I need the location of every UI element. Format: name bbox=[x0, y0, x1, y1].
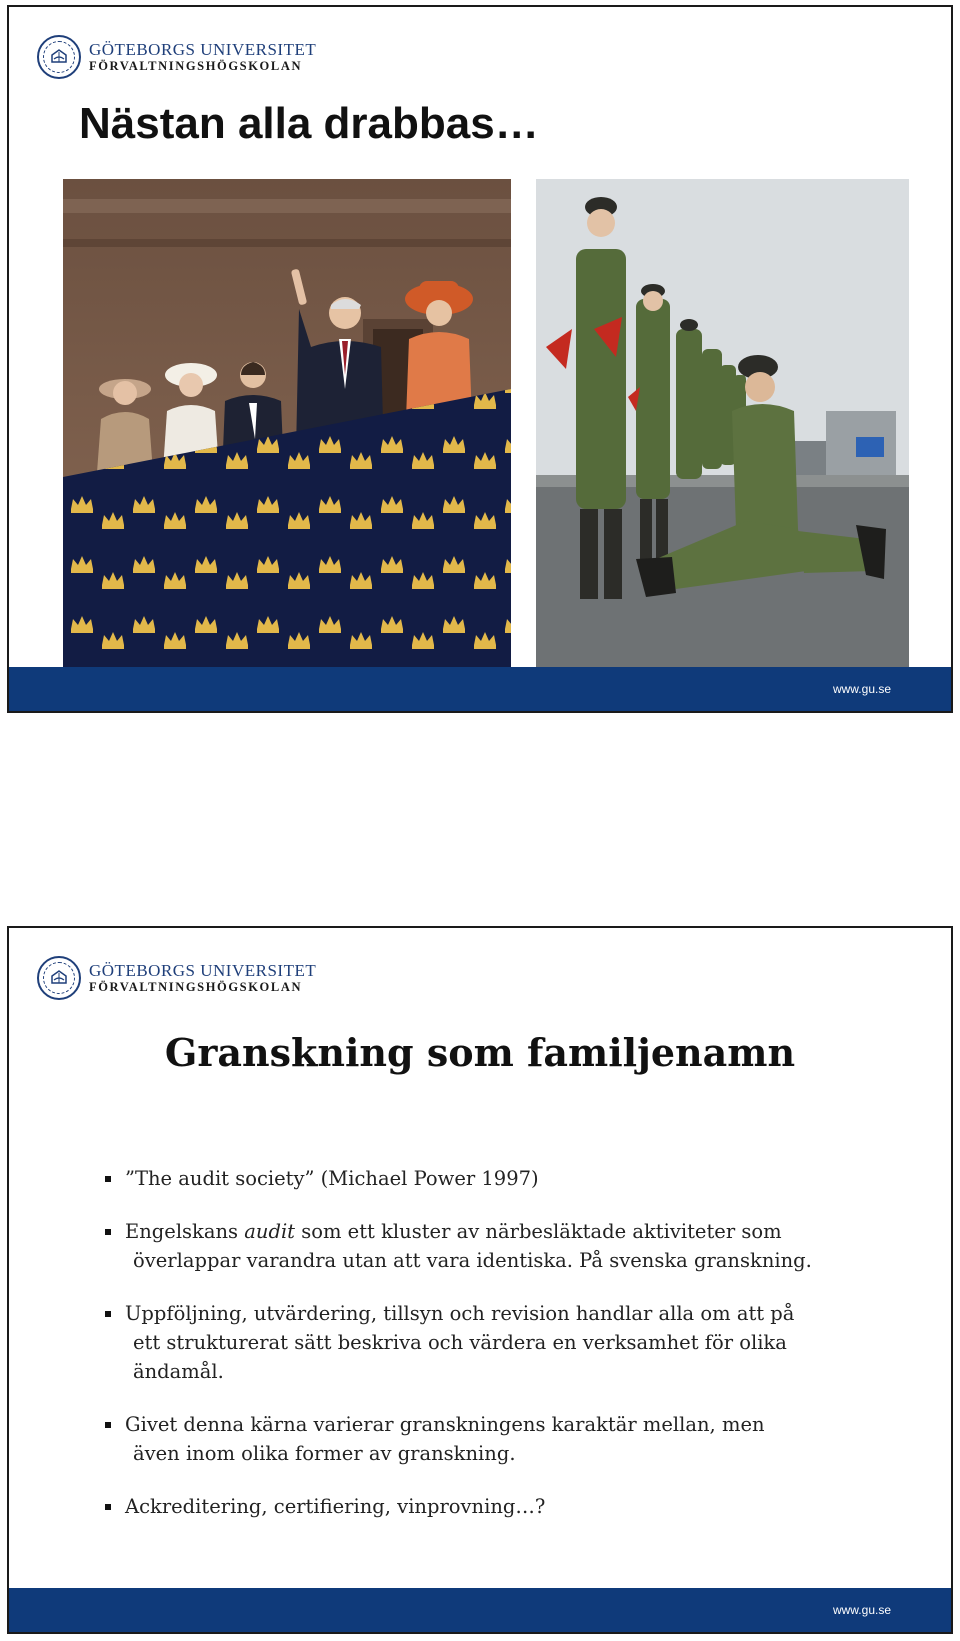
school-name: FÖRVALTNINGSHÖGSKOLAN bbox=[89, 980, 303, 995]
footer-bar bbox=[9, 1588, 951, 1632]
footer-bar bbox=[9, 667, 951, 711]
university-name: GÖTEBORGS UNIVERSITET bbox=[89, 960, 317, 980]
bullet-item bbox=[105, 1410, 865, 1468]
slide-title: Nästan alla drabbas… bbox=[79, 99, 539, 148]
bullet-continuation: ett strukturerat sätt beskriva och värdera en verksamhet för olika bbox=[133, 1331, 787, 1354]
university-seal-icon bbox=[37, 956, 81, 1000]
bullet-continuation: överlappar varandra utan att vara identiska. På svenska granskning. bbox=[133, 1249, 812, 1272]
bullet-emphasis: audit bbox=[244, 1220, 296, 1243]
slide-1 bbox=[7, 5, 953, 713]
footer-url[interactable]: www.gu.se bbox=[832, 682, 891, 696]
bullet-list bbox=[105, 1164, 865, 1545]
bullet-continuation: även inom olika former av granskning. bbox=[133, 1442, 516, 1465]
slide-2 bbox=[7, 926, 953, 1634]
university-name: GÖTEBORGS UNIVERSITET bbox=[89, 39, 317, 59]
bullet-text: Ackreditering, certifiering, vinprovning…? bbox=[125, 1495, 546, 1518]
bullet-text: som ett kluster av närbesläktade aktiviteter som bbox=[295, 1220, 782, 1243]
bullet-text: Engelskans bbox=[125, 1220, 245, 1243]
bullet-text: Givet denna kärna varierar granskningens karaktär mellan, men bbox=[125, 1413, 765, 1436]
slide-title: Granskning som familjenamn bbox=[164, 1030, 796, 1075]
bullet-item bbox=[105, 1492, 865, 1521]
university-header bbox=[37, 956, 316, 1000]
university-seal-icon bbox=[37, 35, 81, 79]
royal-family-balcony-photo bbox=[63, 179, 511, 673]
footer-url[interactable]: www.gu.se bbox=[832, 1603, 891, 1617]
school-name: FÖRVALTNINGSHÖGSKOLAN bbox=[89, 59, 303, 74]
university-header bbox=[37, 35, 316, 79]
bullet-item bbox=[105, 1217, 865, 1275]
soldiers-parade-photo bbox=[536, 179, 909, 673]
bullet-item bbox=[105, 1299, 865, 1386]
bullet-text: Uppföljning, utvärdering, tillsyn och revision handlar alla om att på bbox=[125, 1302, 795, 1325]
bullet-continuation: ändamål. bbox=[133, 1360, 224, 1383]
bullet-item bbox=[105, 1164, 865, 1193]
bullet-text: ”The audit society” (Michael Power 1997) bbox=[125, 1167, 539, 1190]
